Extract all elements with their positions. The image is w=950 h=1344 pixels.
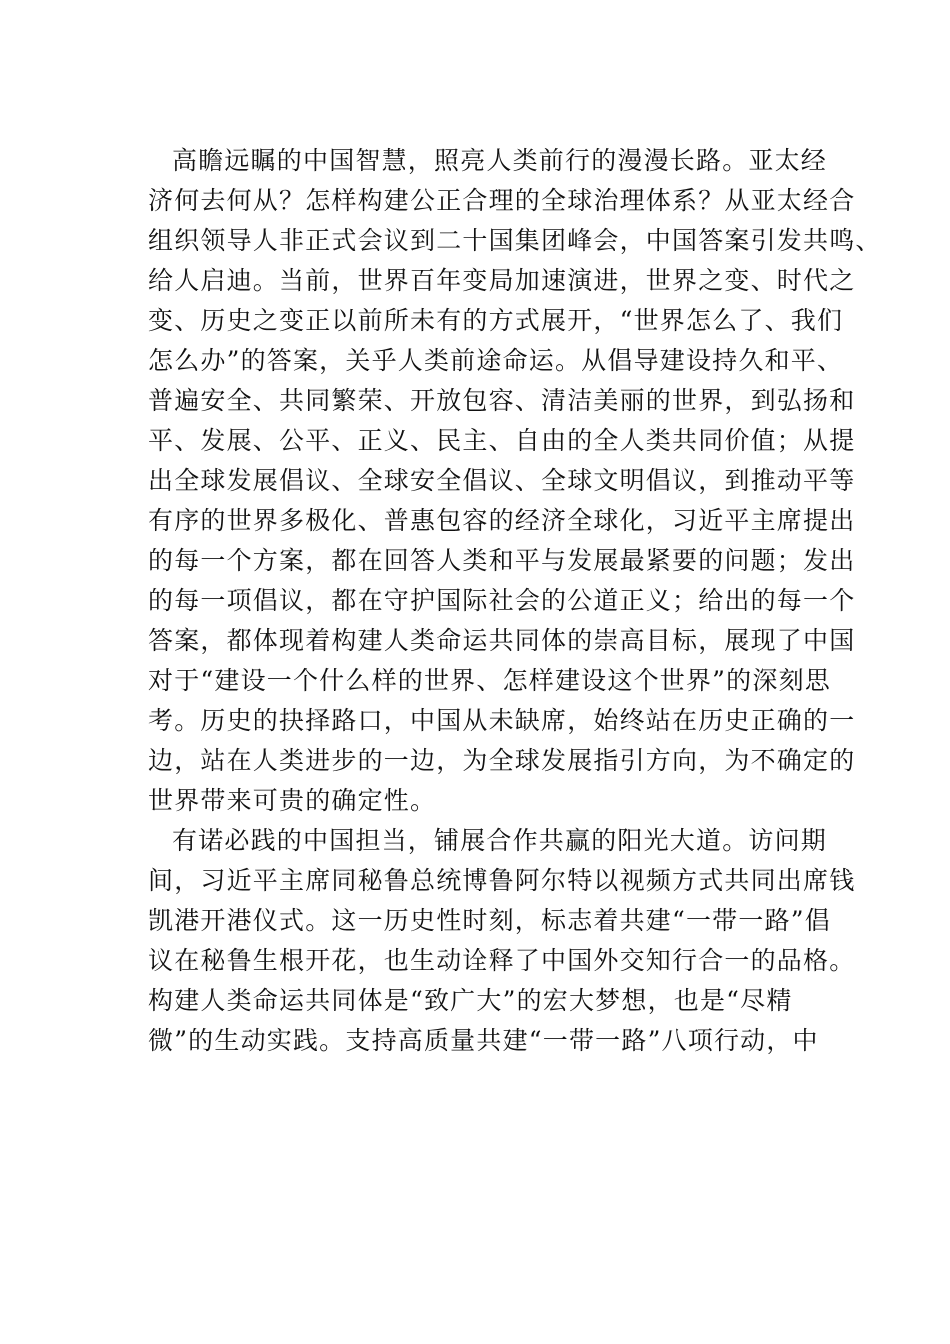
text-line: 组织领导人非正式会议到二十国集团峰会，中国答案引发共鸣、 — [148, 226, 882, 255]
text-line: 对于“建设一个什么样的世界、怎样建设这个世界”的深刻思 — [148, 666, 831, 695]
text-line: 构建人类命运共同体是“致广大”的宏大梦想，也是“尽精 — [148, 986, 793, 1015]
text-line: 的每一项倡议，都在守护国际社会的公道正义；给出的每一个 — [148, 586, 856, 615]
text-line: 平、发展、公平、正义、民主、自由的全人类共同价值；从提 — [148, 426, 856, 455]
text-line: 出全球发展倡议、全球安全倡议、全球文明倡议，到推动平等 — [148, 466, 856, 495]
text-line: 有序的世界多极化、普惠包容的经济全球化，习近平主席提出 — [148, 506, 856, 535]
text-line: 答案，都体现着构建人类命运共同体的崇高目标，展现了中国 — [148, 626, 856, 655]
text-line: 考。历史的抉择路口，中国从未缺席，始终站在历史正确的一 — [148, 706, 856, 735]
text-line: 议在秘鲁生根开花，也生动诠释了中国外交知行合一的品格。 — [148, 946, 856, 975]
paragraph-2 — [148, 821, 856, 1061]
text-line: 怎么办”的答案，关乎人类前途命运。从倡导建设持久和平、 — [148, 346, 844, 375]
text-line: 间，习近平主席同秘鲁总统博鲁阿尔特以视频方式共同出席钱 — [148, 866, 856, 895]
text-line: 高瞻远瞩的中国智慧，照亮人类前行的漫漫长路。亚太经 — [172, 146, 828, 175]
text-line: 普遍安全、共同繁荣、开放包容、清洁美丽的世界，到弘扬和 — [148, 386, 856, 415]
text-line: 世界带来可贵的确定性。 — [148, 786, 437, 815]
text-line: 的每一个方案，都在回答人类和平与发展最紧要的问题；发出 — [148, 546, 856, 575]
text-line: 边，站在人类进步的一边，为全球发展指引方向，为不确定的 — [148, 746, 856, 775]
article-body — [148, 141, 882, 1061]
text-line: 凯港开港仪式。这一历史性时刻，标志着共建“一带一路”倡 — [148, 906, 831, 935]
text-line: 变、历史之变正以前所未有的方式展开，“世界怎么了、我们 — [148, 306, 844, 335]
text-line: 微”的生动实践。支持高质量共建“一带一路”八项行动，中 — [148, 1026, 819, 1055]
text-line: 给人启迪。当前，世界百年变局加速演进，世界之变、时代之 — [148, 266, 856, 295]
text-line: 济何去何从？怎样构建公正合理的全球治理体系？从亚太经合 — [148, 186, 856, 215]
paragraph-1 — [148, 141, 882, 821]
text-line: 有诺必践的中国担当，铺展合作共赢的阳光大道。访问期 — [172, 826, 828, 855]
